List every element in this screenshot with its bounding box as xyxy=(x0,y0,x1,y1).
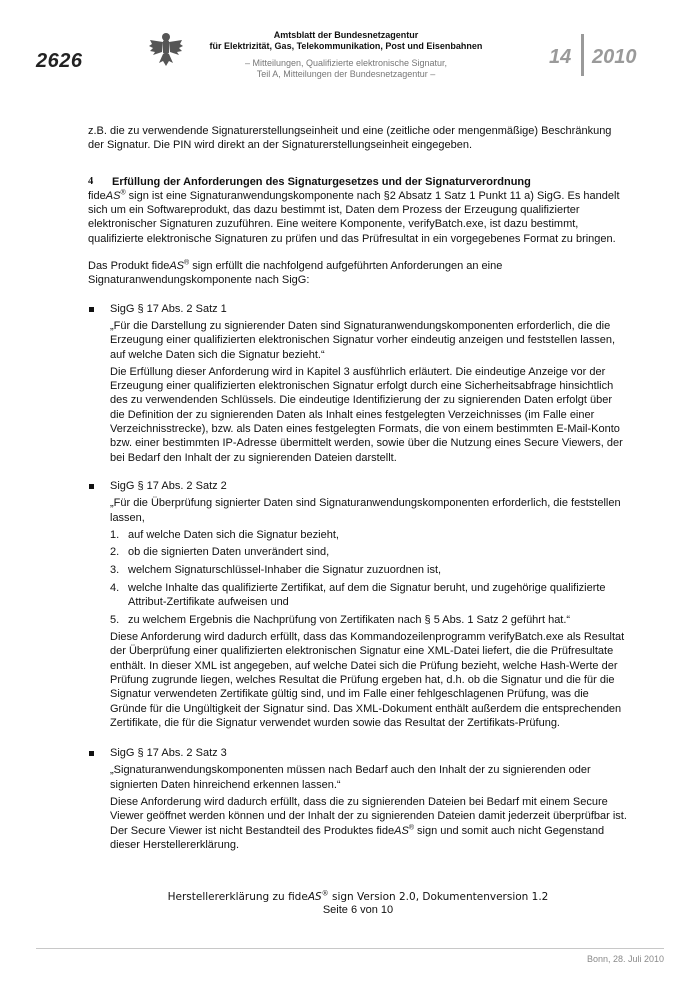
section-number: 4 xyxy=(88,175,94,187)
requirement-explanation: Diese Anforderung wird dadurch erfüllt, dass die zu signierenden Dateien bei Bedarf mit einem Secure Viewer geöffnet werden können und der Inhalt der zu signierenden Dateien damit jederzeit überprüfbar ist. Der Secure Viewer ist nicht Bestandteil des Produktes fideAS® sign und somit auch nicht Gegenstand dieser Herstellererklärung. xyxy=(110,796,627,851)
requirement-explanation: Die Erfüllung dieser Anforderung wird in Kapitel 3 ausführlich erläutert. Die eindeutige Anzeige vor der Erzeugung einer qualifizierten elektronischen Signatur erfolgt durch eine Sicherheitsabfrage hinsichtlich des zu verwendenden Schlüssels. Die eindeutige Identifizierung der zu signierenden Daten erfolgt über die Definition der zu signierenden Daten als Inhalt eines festgelegten Verzeichnisses (im Falle einer Verzeichnisstrecke), bzw. als Daten eines festgelegten Formats, die von einem bestimmten E-Mail-Konto bzw. einer bestimmten IP-Adresse übermittelt werden, sowie über die Nutzung eines Secure Viewers, der bei Bedarf den Inhalt der zu signierenden Dateien darstellt. xyxy=(110,365,623,464)
document-body xyxy=(88,124,628,852)
list-item: 5. zu welchem Ergebnis die Nachprüfung von Zertifikaten nach § 5 Abs. 1 Satz 2 geführt hat.“ xyxy=(110,613,571,626)
registered-mark: ® xyxy=(321,889,329,898)
requirement-title: SigG § 17 Abs. 2 Satz 2 xyxy=(110,479,227,492)
product-name-italic: AS xyxy=(394,824,409,837)
page-number: 2626 xyxy=(36,50,83,72)
issue-indicator xyxy=(549,46,637,69)
requirement-quote: „Für die Darstellung zu signierender Daten sind Signaturanwendungskomponenten erforderlich, die die Erzeugung einer qualifizierten elektronischen Signatur vorher eindeutig anzeigen und feststellen lassen, auf welche Daten sich die Signatur bezieht.“ xyxy=(110,319,616,361)
requirement-item xyxy=(88,479,628,730)
product-name-italic: AS xyxy=(307,891,322,903)
registered-mark: ® xyxy=(120,189,126,197)
product-name-italic: AS xyxy=(169,260,185,273)
product-name-prefix: fide xyxy=(88,189,106,202)
masthead-subtitle-line2: Teil A, Mitteilungen der Bundesnetzagentur – xyxy=(256,69,436,79)
requirements-intro-text: sign erfüllt die nachfolgend aufgeführten Anforderungen an eine Signaturanwendungskomponente nach SigG: xyxy=(88,260,503,287)
requirement-quote: „Signaturanwendungskomponenten müssen nach Bedarf auch den Inhalt der zu signierenden oder signierten Daten hinreichend erkennen lassen.“ xyxy=(110,764,591,791)
list-item: 1. auf welche Daten sich die Signatur bezieht, xyxy=(110,528,339,541)
federal-eagle-icon xyxy=(148,30,184,70)
numbered-list xyxy=(110,528,628,627)
masthead-subtitle-line1: – Mitteilungen, Qualifizierte elektronische Signatur, xyxy=(244,58,448,68)
issue-number: 14 xyxy=(549,46,572,68)
document-footer xyxy=(88,891,628,917)
product-name-prefix: fide xyxy=(151,260,170,273)
product-name-italic: AS xyxy=(105,189,121,202)
masthead xyxy=(196,30,496,80)
bullet-square-icon xyxy=(88,302,110,465)
requirement-explanation: Diese Anforderung wird dadurch erfüllt, dass das Kommandozeilenprogramm verifyBatch.exe als Resultat der Überprüfung einer qualifizierten elektronischen Signatur eine XML-Datei liefert, die die Prüfresultate enthält. In dieser XML ist angegeben, auf welche Datei sich die Prüfung bezieht, welche Hash-Werte der Prüfung zugrunde liegen, welches Resultat die Prüfung ergeben hat, d.h. ob die Signatur und die für die Signatur verwendeten Zertifikate gültig sind, und im Falle einer fehlgeschlagenen Prüfung, was die Gründe für die Ungültigkeit der Signatur sind. Das XML-Dokument enthält außerdem die entsprechenden Zertifikate, die für die Signatur verwendet wurden sowie das Resultat der Zertifikats-Prüfung. xyxy=(110,631,625,729)
list-item: 4. welche Inhalte das qualifizierte Zertifikat, auf dem die Signatur beruht, und zugehörige qualifizierte Attribut-Zertifikate aufweisen und xyxy=(110,581,606,608)
list-item: 3. welchem Signaturschlüssel-Inhaber die Signatur zuzuordnen ist, xyxy=(110,564,442,577)
requirement-item xyxy=(88,302,628,465)
requirement-quote: „Für die Überprüfung signierter Daten sind Signaturanwendungskomponenten erforderlich, die feststellen lassen, xyxy=(110,497,621,524)
footer-title: Herstellererklärung zu fideAS® sign Version 2.0, Dokumentenversion 1.2 xyxy=(167,889,549,903)
product-name-prefix: fide xyxy=(288,891,308,903)
bullet-square-icon xyxy=(88,479,110,730)
product-paragraph-text: sign ist eine Signaturanwendungskomponente nach §2 Absatz 1 Satz 1 Punkt 11 a) SigG. Es handelt sich um ein Softwareprodukt, das dazu bestimmt ist, Daten dem Prozess der Erzeugung qualifizierter elektronischer Signaturen zuzuführen. Eine weitere Komponente, verifyBatch.exe, ist dazu bestimmt, qualifizierte elektronische Signaturen zu prüfen und das Prüfresultat in ein vorgegebenes Format zu bringen. xyxy=(88,189,620,245)
footer-page-count: Seite 6 von 10 xyxy=(322,904,394,916)
requirement-title: SigG § 17 Abs. 2 Satz 3 xyxy=(110,747,227,760)
registered-mark: ® xyxy=(408,824,414,831)
bottom-divider xyxy=(36,948,664,949)
section-title: Erfüllung der Anforderungen des Signaturgesetzes und der Signaturverordnung xyxy=(112,175,531,188)
registered-mark: ® xyxy=(184,259,190,267)
requirements-intro xyxy=(88,259,628,288)
product-paragraph xyxy=(88,189,628,246)
issue-year: 2010 xyxy=(592,46,637,68)
issue-separator xyxy=(581,34,584,76)
requirement-item xyxy=(88,746,628,852)
bullet-square-icon xyxy=(88,746,110,852)
masthead-title-line1: Amtsblatt der Bundesnetzagentur xyxy=(273,30,419,40)
product-name-prefix: fide xyxy=(376,824,395,837)
requirement-title: SigG § 17 Abs. 2 Satz 1 xyxy=(110,302,227,315)
list-item: 2. ob die signierten Daten unverändert sind, xyxy=(110,546,330,559)
requirements-intro-prefix: Das Produkt xyxy=(88,260,152,273)
section-heading xyxy=(88,175,628,189)
masthead-title-line2: für Elektrizität, Gas, Telekommunikation, Post und Eisenbahnen xyxy=(209,41,483,51)
intro-paragraph: z.B. die zu verwendende Signaturerstellungseinheit und eine (zeitliche oder mengenmäßige) Beschränkung der Signatur. Die PIN wird direkt an der Signaturerstellungseinheit eingegeben. xyxy=(88,125,612,152)
publication-date: Bonn, 28. Juli 2010 xyxy=(586,954,664,964)
